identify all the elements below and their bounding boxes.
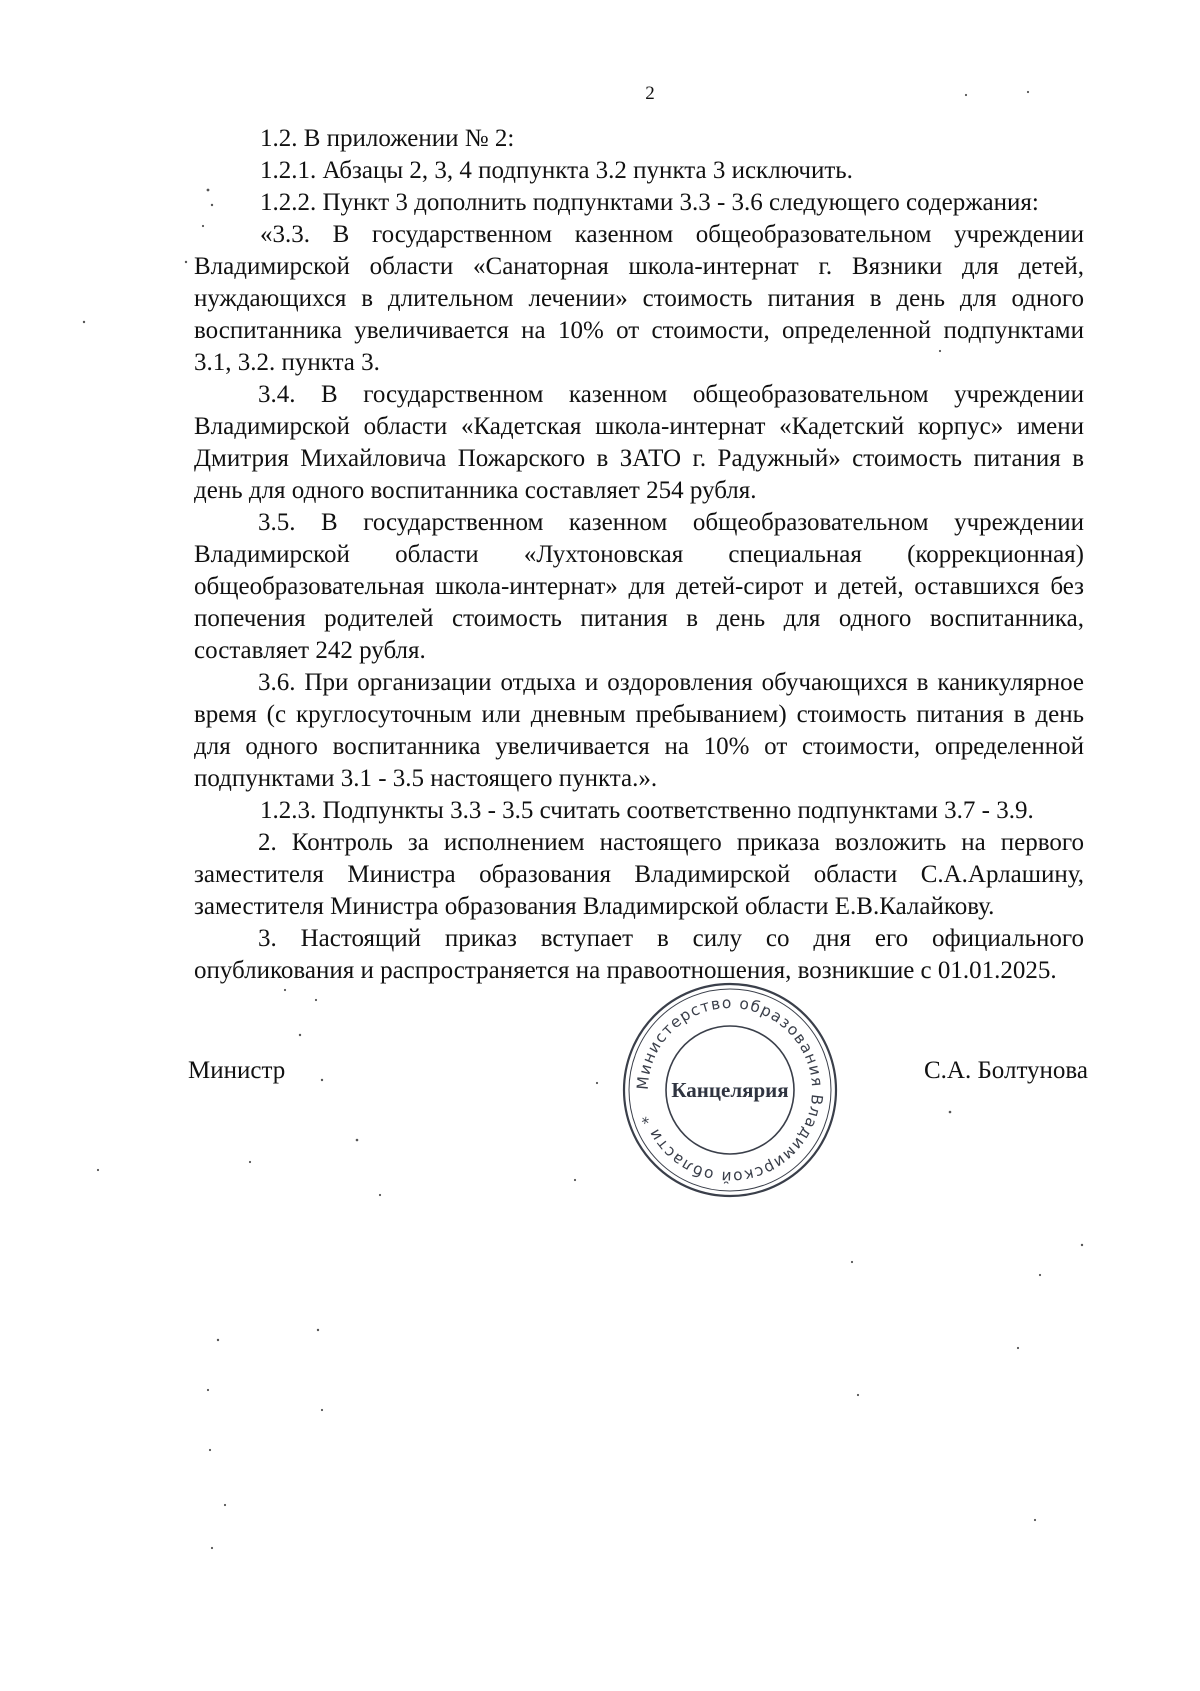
stamp-center-text: Канцелярия	[671, 1078, 789, 1102]
signatory-name: С.А. Болтунова	[923, 1057, 1088, 1084]
paragraph-2: 2. Контроль за исполнением настоящего приказа возложить на первого заместителя Министра образования Владимирской области С.А.Арлашину, заместителя Министра образования Владимирской области Е.В.Калайкову.	[194, 829, 1084, 920]
paragraph-3-4: 3.4. В государственном казенном общеобразовательном учреждении Владимирской области «Кадетская школа-интернат «Кадетский корпус» имени Дмитрия Михайловича Пожарского в ЗАТО г. Радужный» стоимость питания в день для одного воспитанника составляет 254 рубля.	[194, 381, 1084, 504]
paragraph-1-2-1: 1.2.1. Абзацы 2, 3, 4 подпункта 3.2 пункта 3 исключить.	[260, 157, 853, 184]
paragraph-3-5: 3.5. В государственном казенном общеобразовательном учреждении Владимирской области «Лухтоновская специальная (коррекционная) общеобразовательная школа-интернат» для детей-сирот и детей, оставшихся без попечения родителей стоимость питания в день для одного воспитанника, составляет 242 рубля.	[194, 509, 1084, 664]
paragraph-3-6: 3.6. При организации отдыха и оздоровления обучающихся в каникулярное время (с круглосуточным или дневным пребыванием) стоимость питания в день для одного воспитанника увеличивается на 10% от стоимости, определенной подпунктами 3.1 - 3.5 настоящего пункта.».	[194, 669, 1084, 792]
page-number: 2	[645, 83, 655, 104]
paragraph-1-2-3: 1.2.3. Подпункты 3.3 - 3.5 считать соответственно подпунктами 3.7 - 3.9.	[260, 797, 1034, 824]
signatory-title: Министр	[188, 1057, 286, 1084]
paragraph-1-2: 1.2. В приложении № 2:	[260, 125, 515, 152]
document-body	[194, 123, 1084, 987]
office-stamp	[620, 980, 840, 1200]
stamp-ring-text: Министерство образования Владимирской области *	[633, 993, 827, 1187]
paragraph-3-3: «3.3. В государственном казенном общеобразовательном учреждении Владимирской области «Санаторная школа-интернат г. Вязники для детей, нуждающихся в длительном лечении» стоимость питания в день для одного воспитанника увеличивается на 10% от стоимости, определенной подпунктами 3.1, 3.2. пункта 3.	[194, 221, 1084, 376]
paragraph-3: 3. Настоящий приказ вступает в силу со дня его официального опубликования и распространяется на правоотношения, возникшие с 01.01.2025.	[194, 925, 1084, 984]
paragraph-1-2-2: 1.2.2. Пункт 3 дополнить подпунктами 3.3 - 3.6 следующего содержания:	[260, 189, 1039, 216]
